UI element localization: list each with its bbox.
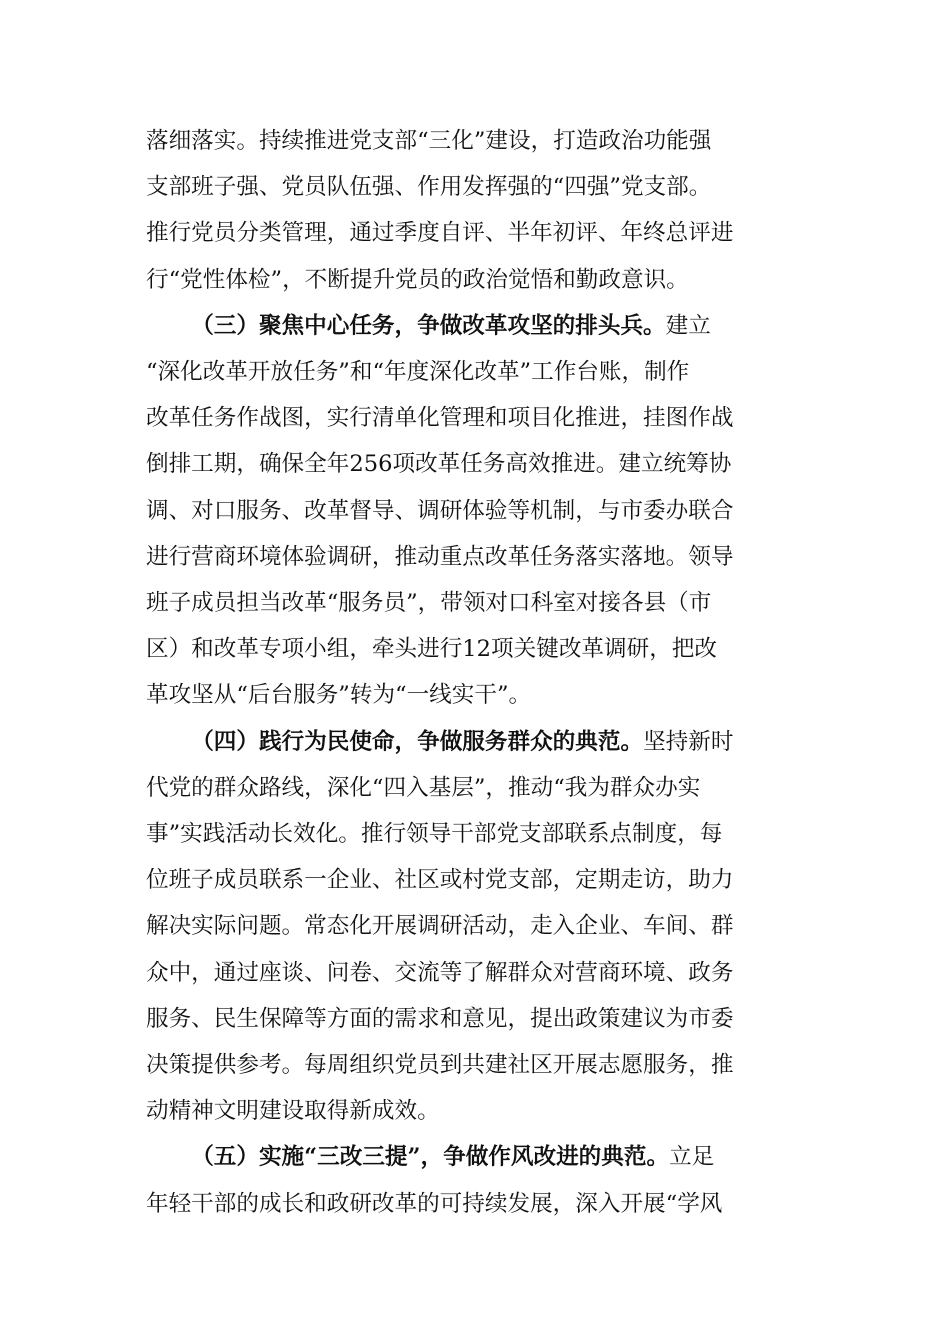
paragraph-1 (146, 118, 807, 303)
paragraph-3-text: 坚持新时 代党的群众路线，深化“四入基层”，推动“我为群众办实 事”实践活动长效化。推行领导干部党支部联系点制度，每 位班子成员联系一企业、社区或村党支部，定期走访，助力 解决实际问题。常态化开展调研活动，走入企业、车间、群 众中，通过座谈、问卷、交流等了解群众对营商环境、政务 服务、民生保障等方面的需求和意见，提出政策建议为市委 决策提供参考。每周组织党员到共建社区开展志愿服务，推 动精神文明建设取得新成效。 (146, 728, 734, 1125)
paragraph-4 (146, 1134, 807, 1226)
paragraph-1-text: 落细落实。持续推进党支部“三化”建设，打造政治功能强 支部班子强、党员队伍强、作用发挥强的“四强”党支部。 推行党员分类管理，通过季度自评、半年初评、年终总评进 行“党性体检”，不断提升党员的政治觉悟和勤政意识。 (146, 128, 734, 293)
document-body (146, 118, 807, 1227)
section-heading-5: （五）实施“三改三提”，争做作风改进的典范。 (191, 1144, 670, 1171)
section-heading-3: （三）聚焦中心任务，争做改革攻坚的排头兵。 (191, 312, 666, 339)
paragraph-2 (146, 303, 807, 719)
paragraph-2-text: 建立 “深化改革开放任务”和“年度深化改革”工作台账，制作 改革任务作战图，实行清单化管理和项目化推进，挂图作战 倒排工期，确保全年256项改革任务高效推进。建立统筹协 调、对口服务、改革督导、调研体验等机制，与市委办联合 进行营商环境体验调研，推动重点改革任务落实落地。领导 班子成员担当改革“服务员”，带领对口科室对接各县（市 区）和改革专项小组，牵头进行12项关键改革调研，把改 革攻坚从“后台服务”转为“一线实干”。 (146, 312, 734, 709)
paragraph-4-text: 立足 年轻干部的成长和政研改革的可持续发展，深入开展“学风 (146, 1144, 723, 1217)
section-heading-4: （四）践行为民使命，争做服务群众的典范。 (191, 728, 644, 755)
paragraph-3 (146, 719, 807, 1135)
